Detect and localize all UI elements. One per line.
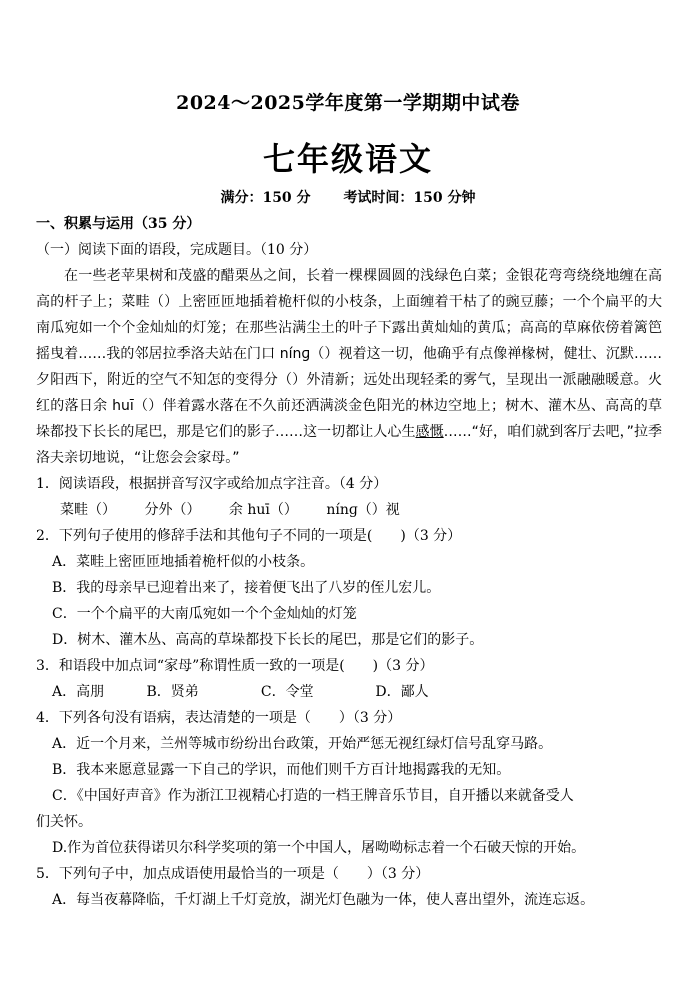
reading-passage <box>36 263 662 471</box>
subsection-heading: （一）阅读下面的语段，完成题目。（10 分） <box>36 242 318 258</box>
q4-option-c: C．《中国好声音》作为浙江卫视精心打造的一档王牌音乐节目，自开播以来就备受人 <box>52 788 574 804</box>
q1-item: 分外（） <box>144 502 201 518</box>
q1-item: 菜畦（） <box>60 502 116 518</box>
q2-option-d: D．树木、灌木丛、高高的草垛都投下长长的尾巴，那是它们的影子。 <box>52 632 484 648</box>
q5-option-a: A．每当夜幕降临，千灯湖上千灯竞放，湖光灯色融为一体，使人喜出望外，流连忘返。 <box>52 892 595 908</box>
q4-option-a: A．近一个月来，兰州等城市纷纷出台政策，开始严惩无视红绿灯信号乱穿马路。 <box>52 736 553 752</box>
exam-meta <box>0 187 696 207</box>
exam-title: 2024～2025学年度第一学期期中试卷 <box>176 92 520 114</box>
section-heading: 一、积累与运用（35 分） <box>36 216 201 232</box>
question-3-stem: 3．和语段中加点词“家母”称谓性质一致的一项是( )（3 分） <box>36 658 434 674</box>
passage-text-before: 在一些老苹果树和茂盛的醋栗丛之间，长着一棵棵圆圆的浅绿色白菜；金银花弯弯绕绕地缠在高高的杆子上；菜畦（）上密匝匝地插着桅杆似的小枝条，上面缠着干枯了的豌豆藤；一个个扁平的大南瓜宛如一个个金灿灿的灯笼；在那些沾满尘土的叶子下露出黄灿灿的黄瓜；高高的草麻依傍着篱笆摇曳着……我的邻居拉季洛夫站在门口 nínɡ（）视着这一切，他确乎有点像禅椽树，健壮、沉默……夕阳西下，附近的空气不知怎的变得分（）外清新；远处出现轻柔的雾气，呈现出一派融融暖意。火红的落日余 huī（）伴着露水落在不久前还洒满淡金色阳光的林边空地上；树木、灌木丛、高高的草垛都投下长长的尾巴，那是它们的影子……这一切都让人心生 <box>36 268 662 440</box>
q3-options <box>36 679 662 705</box>
q1-item: 余 huī（） <box>228 502 298 518</box>
q3-option-b: B．贤弟 <box>146 684 199 700</box>
q4-option-b: B．我本来愿意显露一下自己的学识，而他们则千方百计地揭露我的无知。 <box>52 762 511 778</box>
q3-option-a: A．高朋 <box>52 684 105 700</box>
question-1-items <box>36 497 662 523</box>
question-5-stem: 5．下列句子中，加点成语使用最恰当的一项是（ ）（3 分） <box>36 866 430 882</box>
exam-content <box>36 211 662 913</box>
q3-option-c: C．令堂 <box>260 684 314 700</box>
q1-item: nínɡ（）视 <box>326 502 400 518</box>
q4-option-c-continued: 们关怀。 <box>36 814 92 830</box>
exam-subject: 七年级语文 <box>262 140 433 178</box>
q2-option-a: A．菜畦上密匝匝地插着桅杆似的小枝条。 <box>52 554 315 570</box>
passage-text-after: ……“好，咱们就到客厅去吧，”拉季洛夫亲切地说，“让您会会家母。” <box>36 424 663 466</box>
full-score: 满分：150 分 <box>220 190 311 206</box>
q3-option-d: D．鄙人 <box>375 684 429 700</box>
question-4-stem: 4．下列各句没有语病，表达清楚的一项是（ ）（3 分） <box>36 710 402 726</box>
question-1-stem: 1．阅读语段，根据拼音写汉字或给加点字注音。（4 分） <box>36 476 388 492</box>
q2-option-b: B．我的母亲早已迎着出来了，接着便飞出了八岁的侄儿宏儿。 <box>52 580 441 596</box>
exam-time: 考试时间：150 分钟 <box>343 190 476 206</box>
passage-underlined-word: 感慨 <box>415 424 444 440</box>
q2-option-c: C．一个个扁平的大南瓜宛如一个个金灿灿的灯笼 <box>52 606 357 622</box>
question-2-stem: 2．下列句子使用的修辞手法和其他句子不同的一项是( )（3 分） <box>36 528 462 544</box>
q4-option-d: D.作为首位获得诺贝尔科学奖项的第一个中国人，屠呦呦标志着一个石破天惊的开始。 <box>52 840 586 856</box>
